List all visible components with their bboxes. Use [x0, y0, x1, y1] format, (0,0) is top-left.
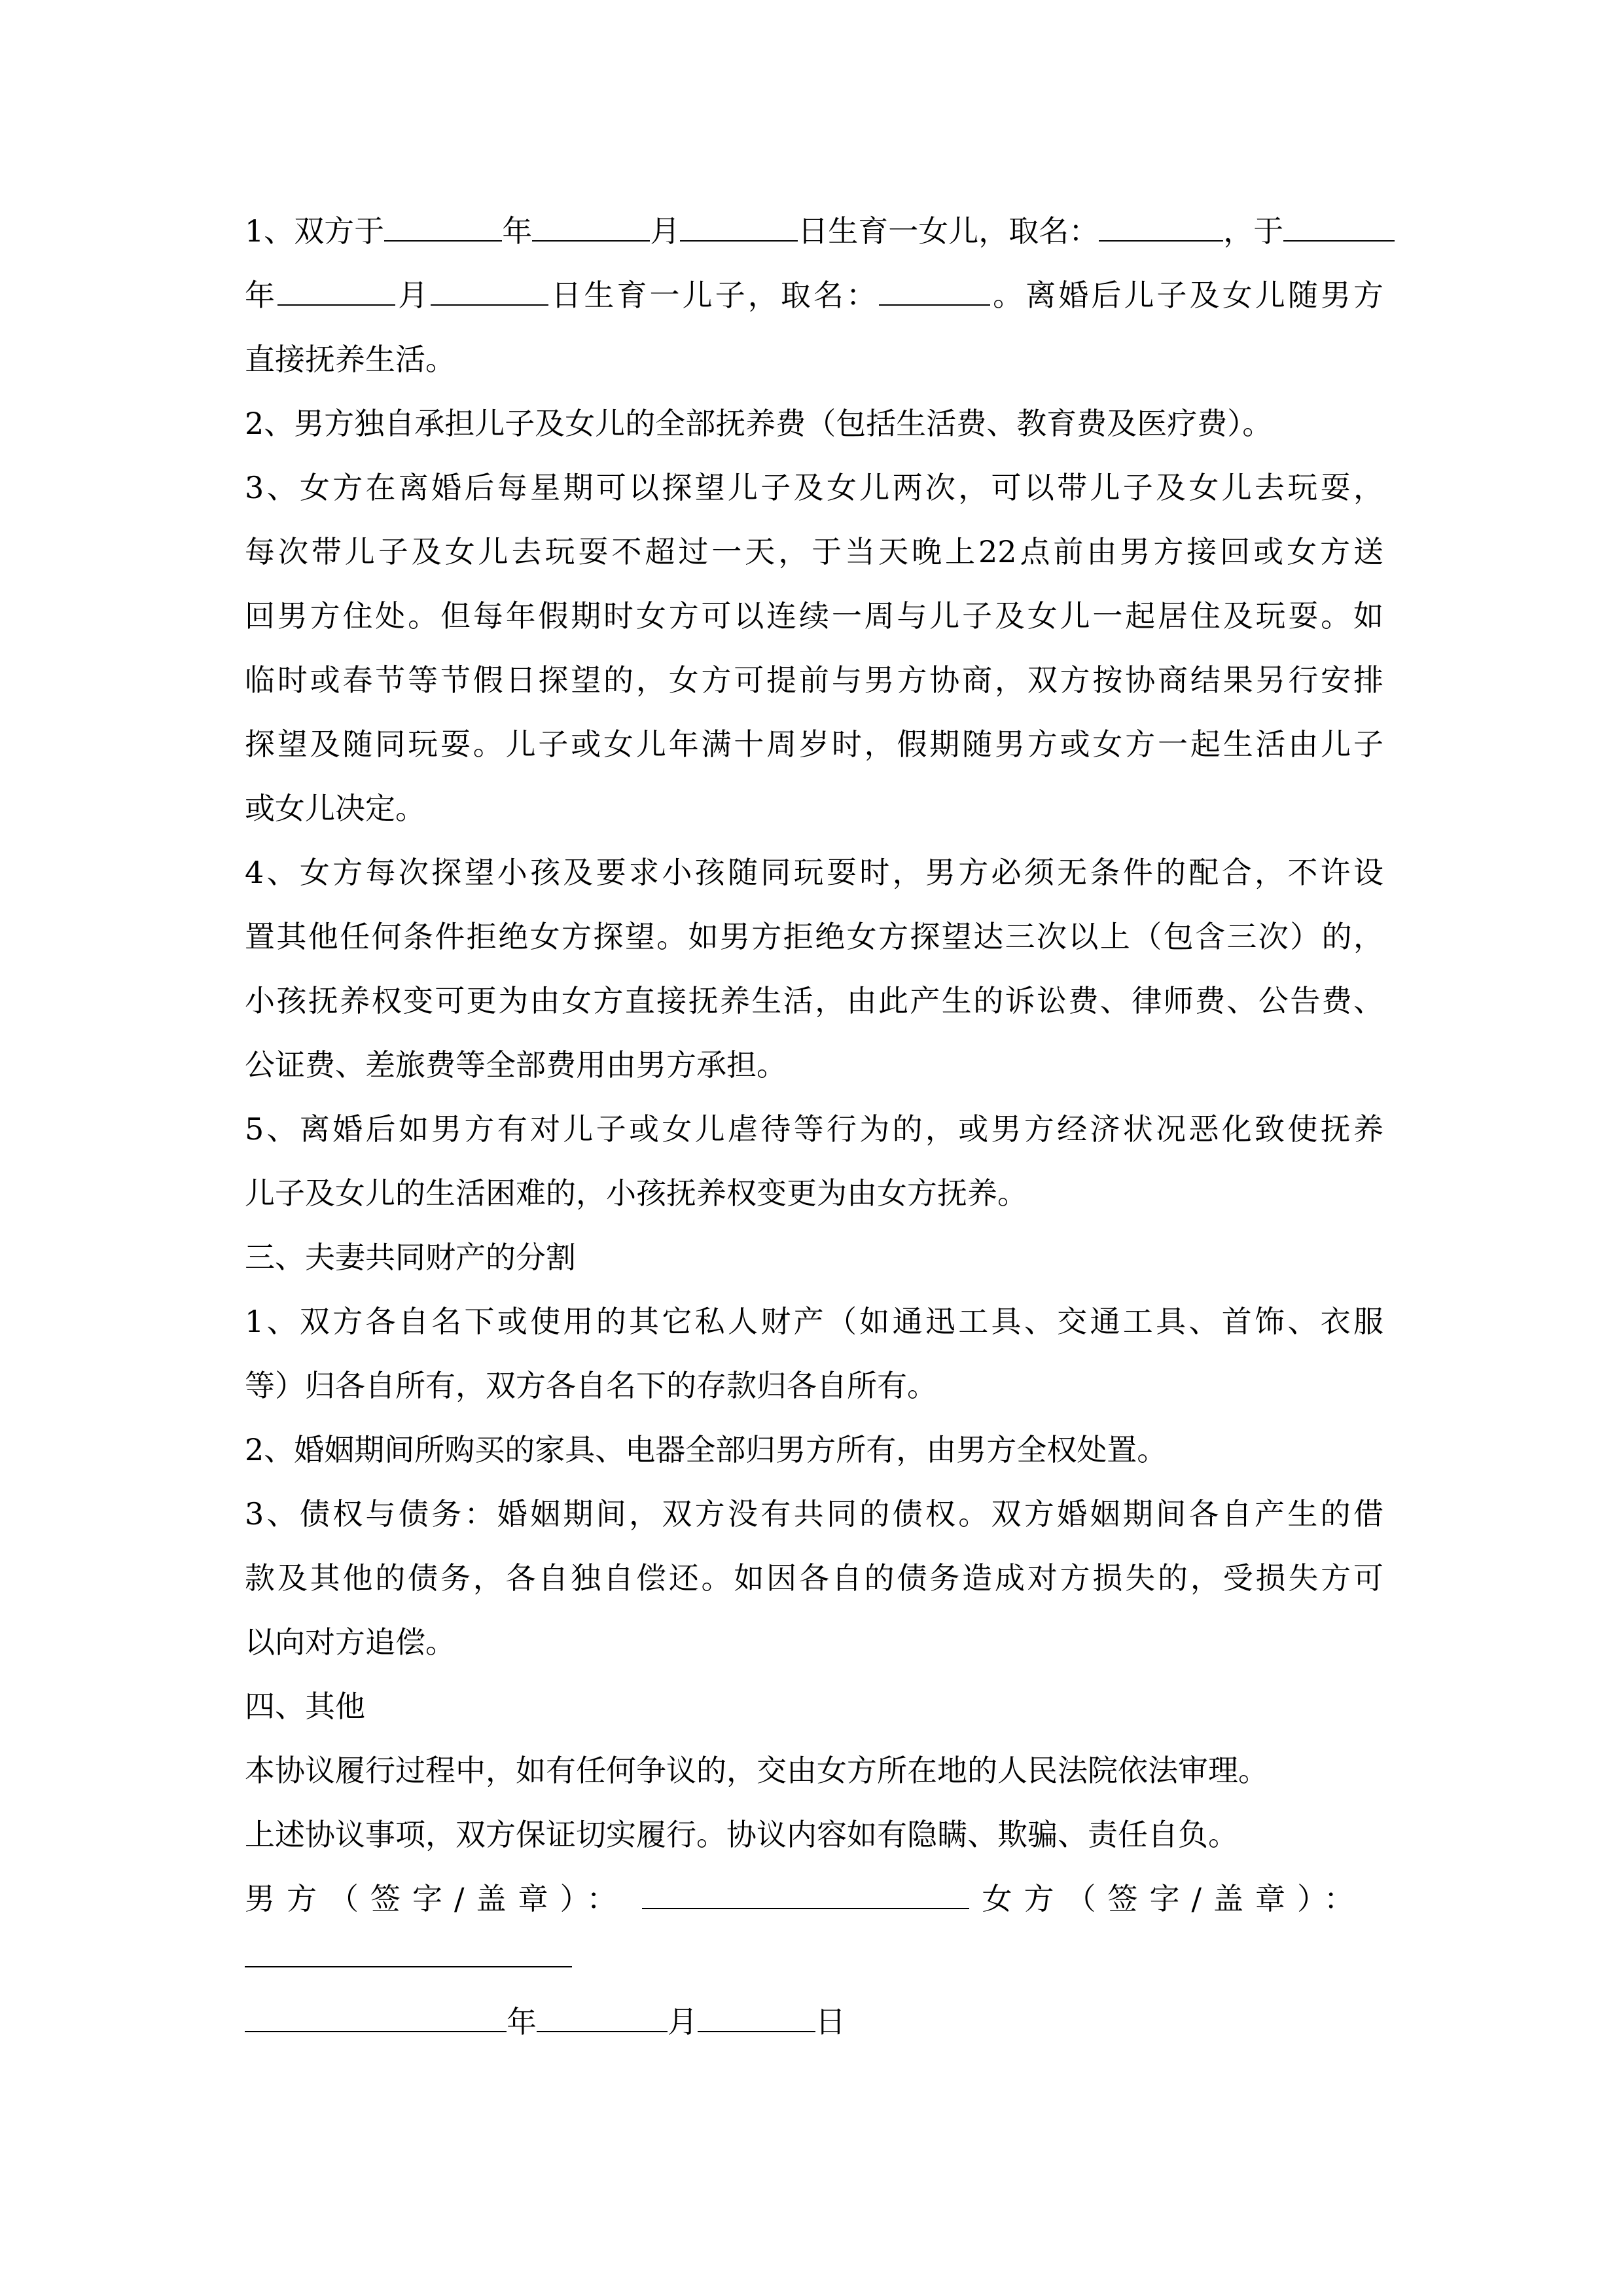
section-3-heading: 三、夫妻共同财产的分割 [245, 1240, 576, 1275]
fill-blank[interactable] [1283, 211, 1395, 242]
section-4-item-1: 本协议履行过程中，如有任何争议的，交由女方所在地的人民法院依法审理。 [245, 1753, 1268, 1788]
text: 月 [650, 213, 681, 249]
section-4-item-2: 上述协议事项，双方保证切实履行。协议内容如有隐瞒、欺骗、责任自负。 [245, 1817, 1238, 1852]
clause-5-line: 5、离婚后如男方有对儿子或女儿虐待等行为的，或男方经济状况恶化致使抚养 [245, 1111, 1383, 1147]
clause-1-line-1 [245, 199, 1383, 263]
year-label: 年 [507, 2004, 537, 2039]
clause-4-line: 小孩抚养权变可更为由女方直接抚养生活，由此产生的诉讼费、律师费、公告费、 [245, 983, 1383, 1018]
section-3-item-1-line: 等）归各自所有，双方各自名下的存款归各自所有。 [245, 1368, 937, 1403]
clause-3-line: 每次带儿子及女儿去玩耍不超过一天，于当天晚上22点前由男方接回或女方送 [245, 534, 1383, 569]
section-4-heading: 四、其他 [245, 1689, 365, 1724]
clause-5-line: 儿子及女儿的生活困难的，小孩抚养权变更为由女方抚养。 [245, 1175, 1027, 1211]
fill-blank[interactable] [384, 211, 502, 242]
text: 日生育一儿子，取名： [548, 278, 880, 313]
fill-blank[interactable] [680, 211, 798, 242]
text: 1、双方于 [245, 213, 385, 249]
section-3-item-3-line: 款及其他的债务，各自独自偿还。如因各自的债务造成对方损失的，受损失方可 [245, 1560, 1383, 1596]
fill-blank[interactable] [277, 276, 395, 306]
day-field[interactable] [698, 2002, 815, 2032]
text: 。离婚后儿子及女儿随男方 [990, 278, 1384, 313]
fill-blank[interactable] [879, 276, 990, 306]
clause-1-line-2 [245, 263, 1383, 327]
section-3-item-1-line: 1、双方各自名下或使用的其它私人财产（如通迅工具、交通工具、首饰、衣服 [245, 1304, 1383, 1339]
fill-blank[interactable] [532, 211, 650, 242]
clause-3-line: 回男方住处。但每年假期时女方可以连续一周与儿子及女儿一起居住及玩耍。如 [245, 598, 1383, 634]
agreement-body [245, 199, 1383, 1931]
female-signature-label: 女方（签字/盖章）： [982, 1881, 1366, 1916]
fill-blank[interactable] [431, 276, 548, 306]
text: ，于 [1223, 213, 1284, 249]
clause-2: 2、男方独自承担儿子及女儿的全部抚养费（包括生活费、教育费及医疗费）。 [245, 406, 1273, 441]
clause-3-line: 或女儿决定。 [245, 791, 425, 826]
signature-line [245, 1867, 1383, 1931]
month-field[interactable] [537, 2002, 668, 2032]
day-label: 日 [815, 2004, 846, 2039]
date-line [245, 1990, 846, 2054]
text: 月 [395, 278, 431, 313]
clause-1-line-3: 直接抚养生活。 [245, 342, 455, 377]
section-3-item-3-line: 以向对方追偿。 [245, 1624, 455, 1660]
male-signature-label: 男方（签字/盖章）： [245, 1881, 629, 1916]
text: 日生育一女儿，取名： [798, 213, 1099, 249]
clause-4-line: 置其他任何条件拒绝女方探望。如男方拒绝女方探望达三次以上（包含三次）的， [245, 919, 1383, 954]
text: 年 [502, 213, 533, 249]
female-signature-field[interactable] [245, 1966, 572, 1967]
clause-3-line: 3、女方在离婚后每星期可以探望儿子及女儿两次，可以带儿子及女儿去玩耍， [245, 470, 1383, 505]
male-signature-field[interactable] [642, 1879, 969, 1909]
year-field[interactable] [245, 2002, 507, 2032]
fill-blank[interactable] [1099, 211, 1223, 242]
section-3-item-3-line: 3、债权与债务：婚姻期间，双方没有共同的债权。双方婚姻期间各自产生的借 [245, 1496, 1383, 1532]
clause-3-line: 探望及随同玩耍。儿子或女儿年满十周岁时，假期随男方或女方一起生活由儿子 [245, 726, 1383, 762]
clause-4-line: 4、女方每次探望小孩及要求小孩随同玩耍时，男方必须无条件的配合，不许设 [245, 855, 1383, 890]
clause-3-line: 临时或春节等节假日探望的，女方可提前与男方协商，双方按协商结果另行安排 [245, 662, 1383, 698]
section-3-item-2: 2、婚姻期间所购买的家具、电器全部归男方所有，由男方全权处置。 [245, 1432, 1168, 1467]
clause-4-line: 公证费、差旅费等全部费用由男方承担。 [245, 1047, 787, 1083]
text: 年 [245, 278, 278, 313]
month-label: 月 [668, 2004, 698, 2039]
